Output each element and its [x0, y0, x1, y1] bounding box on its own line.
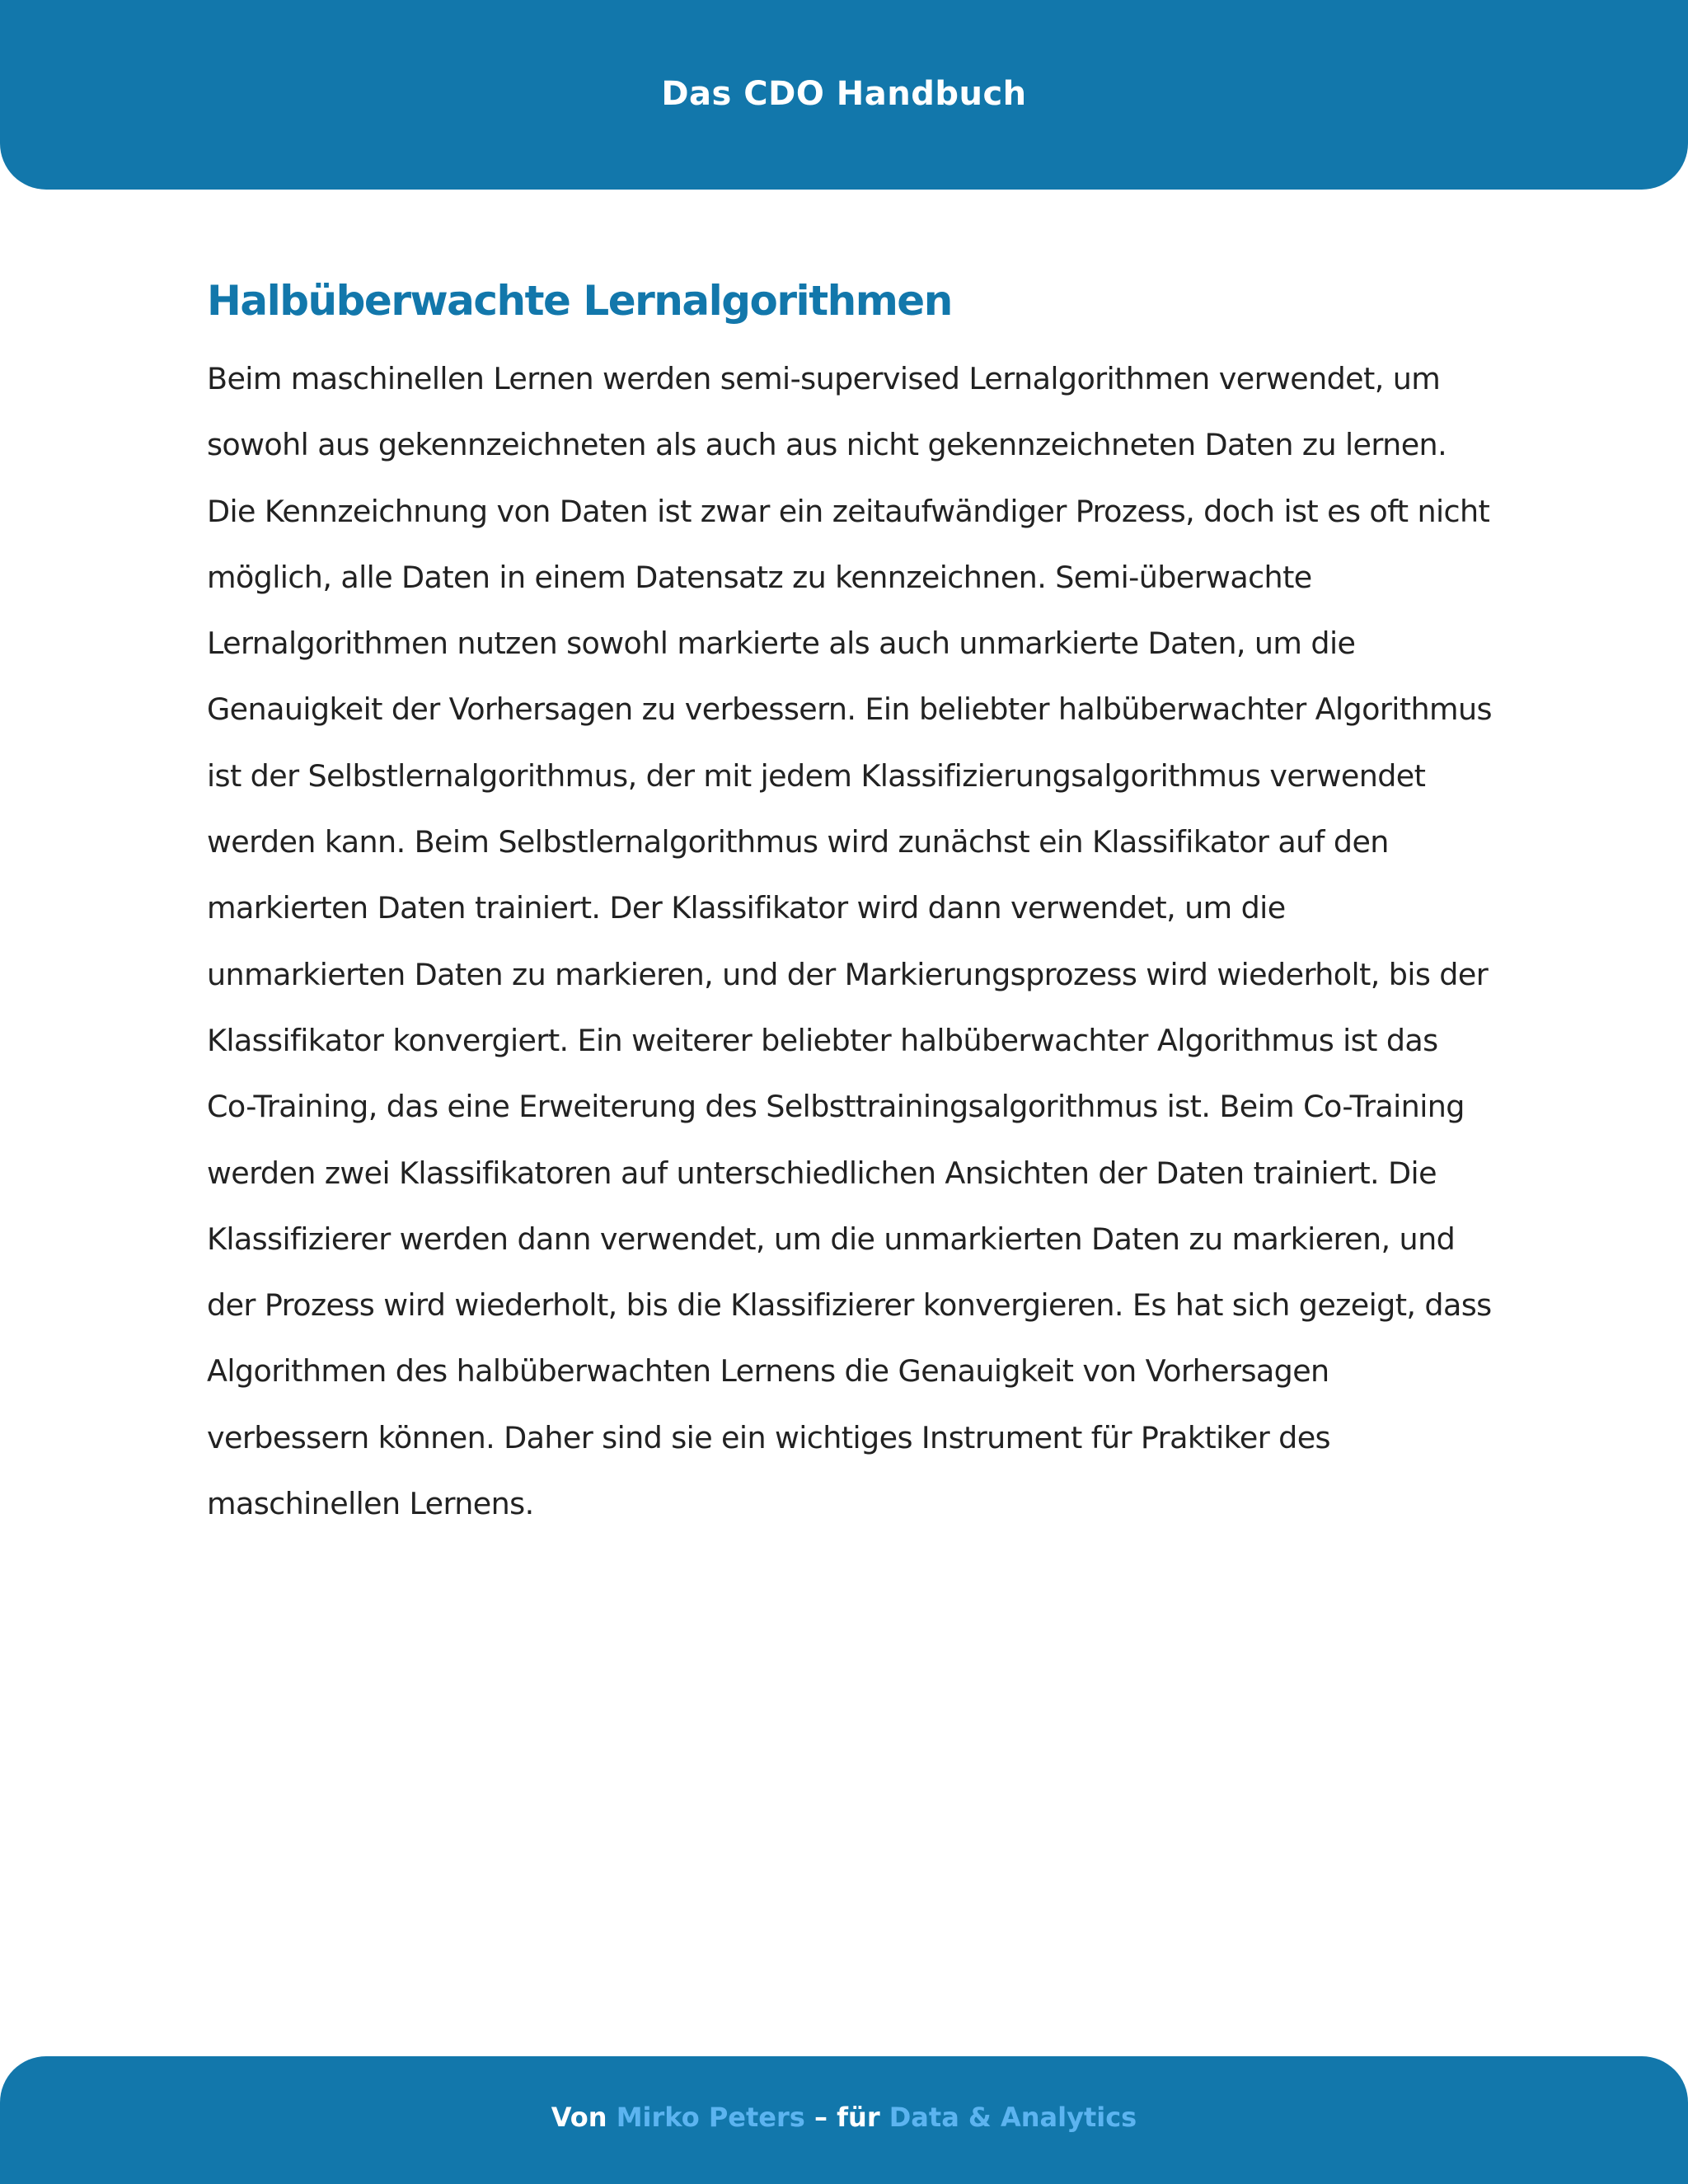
footer-prefix: Von	[551, 2102, 607, 2133]
article-body: Beim maschinellen Lernen werden semi-supervised Lernalgorithmen verwendet, um sowohl aus gekennzeichneten als auch aus nicht gekennzeichneten Daten zu lernen. Die Kennzeichnung von Daten ist zwar ein zeitaufwändiger Prozess, doch ist es oft nicht möglich, alle Daten in einem Datensatz zu kennzeichnen. Semi-überwachte Lernalgorithmen nutzen sowohl markierte als auch unmarkierte Daten, um die Genauigkeit der Vorhersagen zu verbessern. Ein beliebter halbüberwachter Algorithmus ist der Selbstlernalgorithmus, der mit jedem Klassifizierungsalgorithmus verwendet werden kann. Beim Selbstlernalgorithmus wird zunächst ein Klassifikator auf den markierten Daten trainiert. Der Klassifikator wird dann verwendet, um die unmarkierten Daten zu markieren, und der Markierungsprozess wird wiederholt, bis der Klassifikator konvergiert. Ein weiterer beliebter halbüberwachter Algorithmus ist das Co-Training, das eine Erweiterung des Selbsttrainingsalgorithmus ist. Beim Co-Training werden zwei Klassifikatoren auf unterschiedlichen Ansichten der Daten trainiert. Die Klassifizierer werden dann verwendet, um die unmarkierten Daten zu markieren, und der Prozess wird wiederholt, bis die Klassifizierer konvergieren. Es hat sich gezeigt, dass Algorithmen des halbüberwachten Lernens die Genauigkeit von Vorhersagen verbessern können. Daher sind sie ein wichtiges Instrument für Praktiker des maschinellen Lernens.	[207, 361, 1492, 1522]
footer-credit	[0, 2099, 1688, 2135]
page-footer	[0, 2056, 1688, 2184]
author-link[interactable]: Mirko Peters	[616, 2102, 805, 2133]
footer-separator: – für	[814, 2102, 880, 2133]
page-header	[0, 0, 1688, 190]
article-heading: Halbüberwachte Lernalgorithmen	[207, 277, 952, 325]
header-title: Das CDO Handbuch	[661, 75, 1027, 113]
article-content	[207, 272, 1493, 1537]
publication-link[interactable]: Data & Analytics	[889, 2102, 1137, 2133]
